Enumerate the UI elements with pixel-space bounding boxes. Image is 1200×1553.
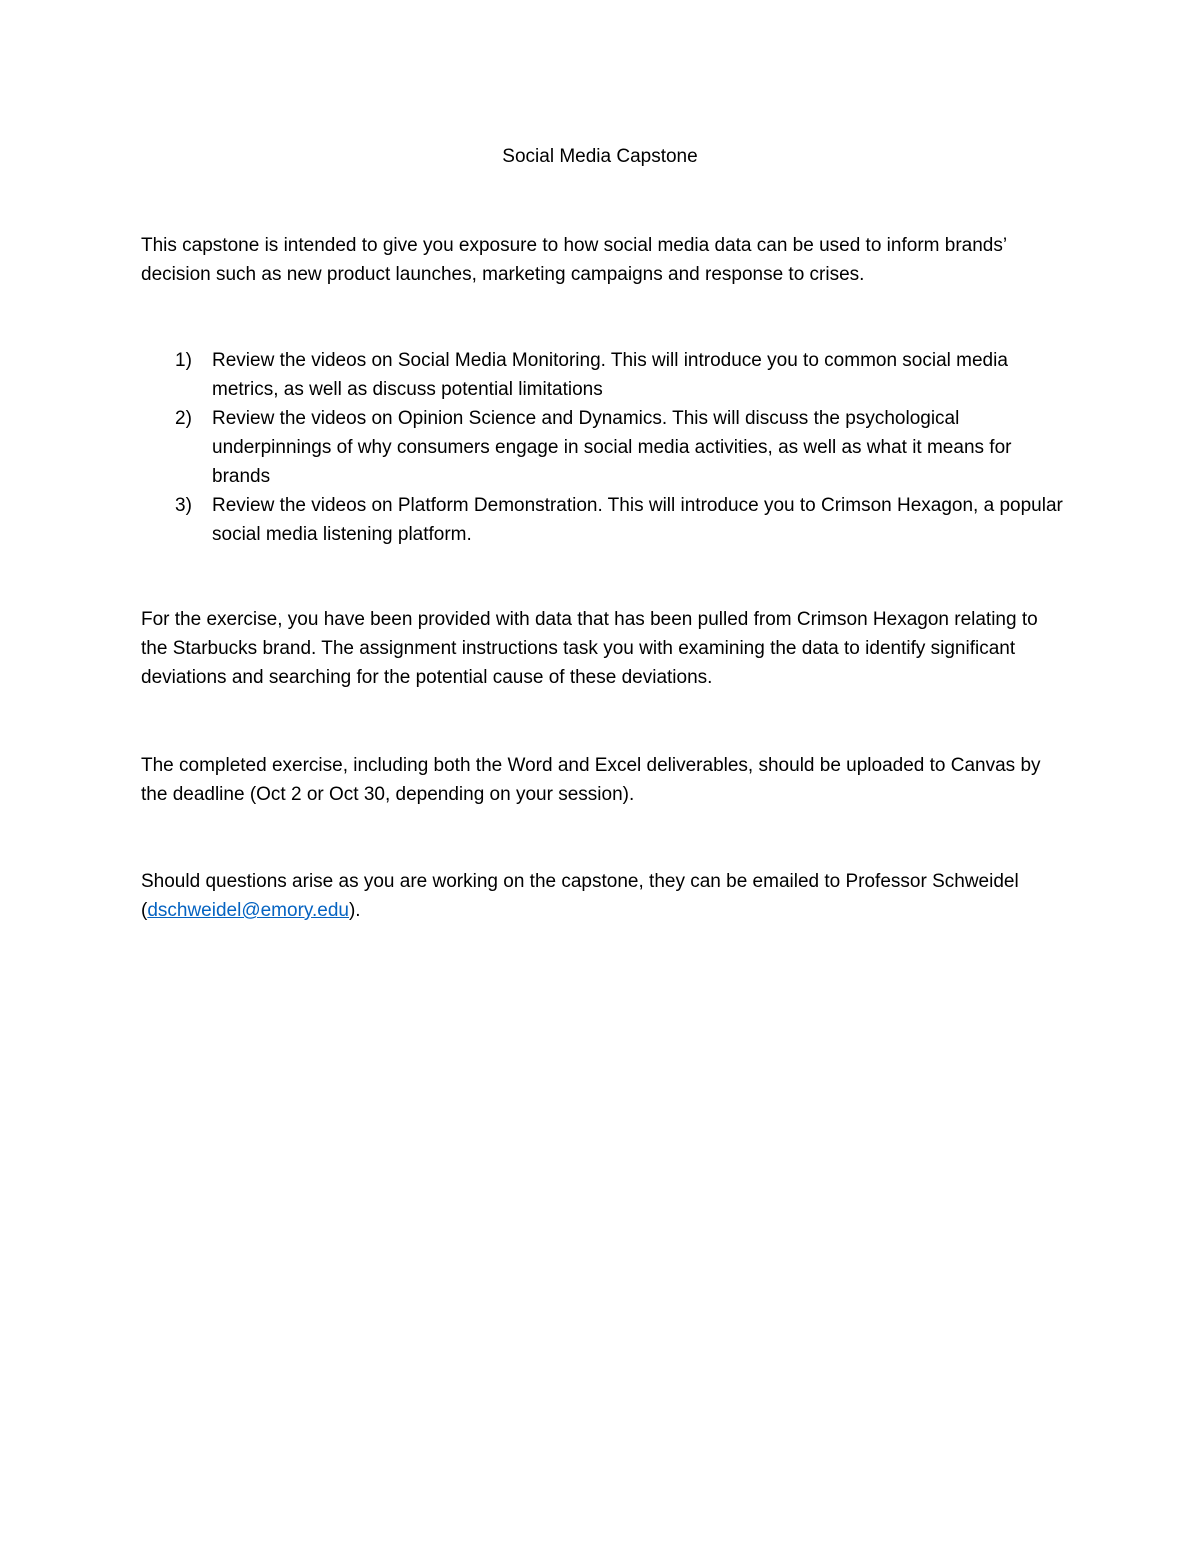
contact-text: Should questions arise as you are working on the capstone, they can be emailed to Professor Schweidel ( (141, 871, 1019, 921)
deadline-paragraph: The completed exercise, including both the Word and Excel deliverables, should be uploaded to Canvas by the deadline (Oct 2 or Oct 30, depending on your session). (141, 755, 1041, 805)
list-item-text: Review the videos on Platform Demonstration. This will introduce you to Crimson Hexagon, a popular social media listening platform. (212, 495, 1063, 545)
contact-closing: ). (348, 900, 361, 921)
list-item (141, 346, 1066, 404)
list-item (141, 404, 1066, 491)
steps-list (141, 346, 1066, 549)
contact-paragraph (141, 867, 1066, 925)
list-item-number: 1) (175, 350, 192, 371)
list-item-number: 2) (175, 408, 192, 429)
list-item (141, 491, 1066, 549)
page-title: Social Media Capstone (502, 146, 698, 167)
list-item-text: Review the videos on Opinion Science and Dynamics. This will discuss the psychological underpinnings of why consumers engage in social media activities, as well as what it means for brands (212, 408, 1012, 487)
list-item-text: Review the videos on Social Media Monitoring. This will introduce you to common social media metrics, as well as discuss potential limitations (212, 350, 1008, 400)
exercise-paragraph: For the exercise, you have been provided with data that has been pulled from Crimson Hexagon relating to the Starbucks brand. The assignment instructions task you with examining the data to identify significant deviations and searching for the potential cause of these deviations. (141, 609, 1038, 688)
list-item-number: 3) (175, 495, 192, 516)
email-link[interactable]: dschweidel@emory.edu (147, 900, 349, 921)
intro-paragraph: This capstone is intended to give you exposure to how social media data can be used to inform brands’ decision such as new product launches, marketing campaigns and response to crises. (141, 235, 1007, 285)
